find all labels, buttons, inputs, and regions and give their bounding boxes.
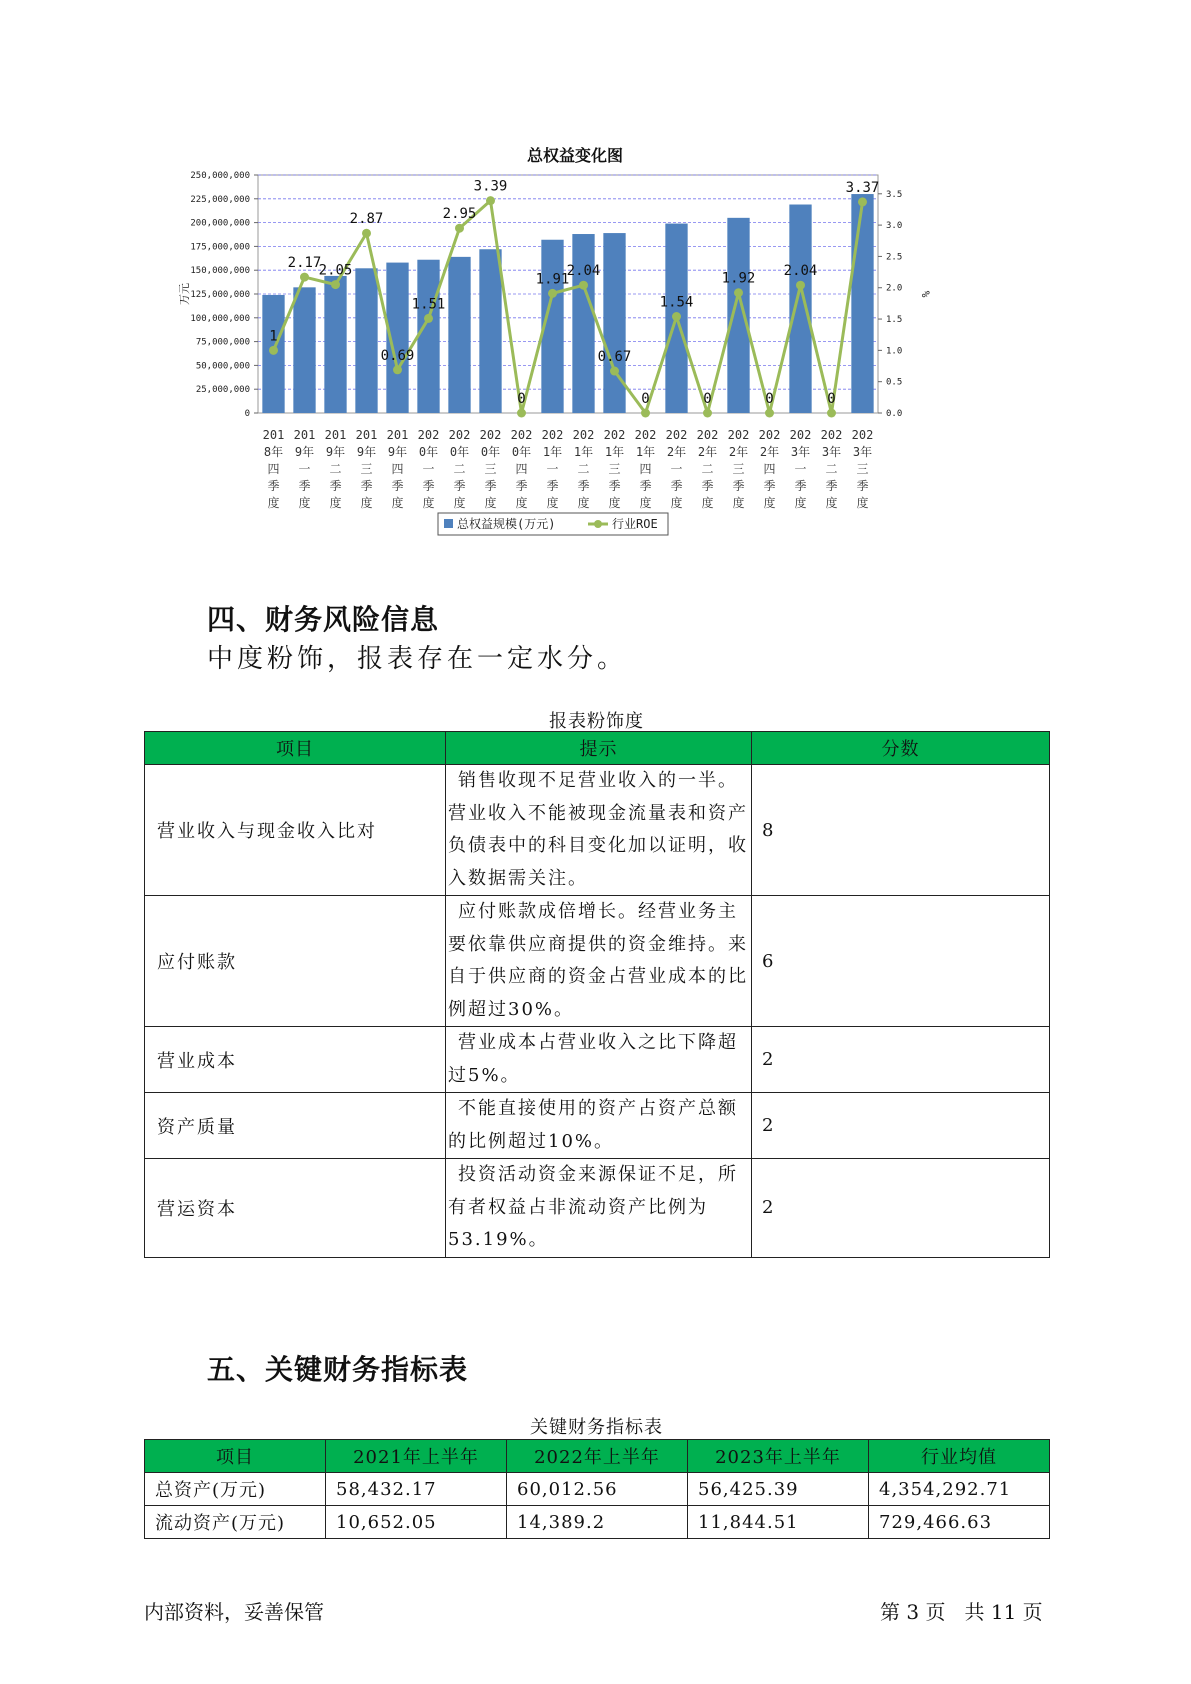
kpi-cell: 4,354,292.71	[869, 1473, 1050, 1506]
kpi-cell: 729,466.63	[869, 1506, 1050, 1539]
y2-axis-label: %	[919, 290, 932, 298]
roe-point	[858, 197, 867, 206]
x-tick-label: 202	[696, 428, 719, 442]
roe-data-label: 2.05	[318, 262, 353, 279]
risk-summary: 中度粉饰，报表存在一定水分。	[207, 644, 628, 674]
x-tick-label: 201	[262, 428, 285, 442]
roe-data-label: 3.37	[845, 179, 880, 196]
x-tick-label: 季	[701, 479, 714, 493]
roe-point	[827, 409, 836, 418]
roe-data-label: 2.17	[287, 255, 322, 272]
roe-point	[393, 365, 402, 374]
x-tick-label: 2年	[759, 445, 780, 459]
x-tick-label: 202	[634, 428, 657, 442]
risk-table	[144, 731, 1050, 1258]
bar	[355, 268, 377, 413]
chart-title: 总权益变化图	[526, 146, 623, 165]
x-tick-label: 三	[360, 462, 373, 476]
x-tick-label: 度	[763, 496, 776, 510]
y2-tick-label: 0.0	[886, 409, 903, 419]
x-tick-label: 度	[484, 496, 497, 510]
roe-data-label: 0.67	[597, 349, 632, 366]
table-row	[145, 1159, 1050, 1258]
risk-score: 6	[752, 896, 1050, 1027]
roe-point	[486, 196, 495, 205]
x-tick-label: 四	[763, 462, 776, 476]
kpi-header-item: 项目	[145, 1440, 326, 1473]
footer-left: 内部资料，妥善保管	[144, 1600, 324, 1624]
risk-score: 2	[752, 1027, 1050, 1093]
kpi-cell: 56,425.39	[688, 1473, 869, 1506]
roe-point	[765, 409, 774, 418]
roe-data-label: 2.95	[442, 206, 477, 223]
y-tick-label: 75,000,000	[195, 337, 250, 348]
risk-score: 2	[752, 1093, 1050, 1159]
risk-item: 营业成本	[145, 1027, 446, 1093]
table-row	[145, 1093, 1050, 1159]
roe-data-label: 0.69	[380, 347, 415, 364]
x-tick-label: 四	[515, 462, 528, 476]
x-tick-label: 四	[391, 462, 404, 476]
y2-tick-label: 0.5	[886, 377, 903, 388]
x-tick-label: 2年	[697, 445, 718, 459]
risk-score: 8	[752, 765, 1050, 896]
x-tick-label: 202	[727, 428, 750, 442]
table-row	[145, 1473, 1050, 1506]
roe-data-label: 2.87	[349, 211, 384, 228]
bar	[293, 287, 315, 413]
x-tick-label: 二	[329, 462, 342, 476]
kpi-cell: 11,844.51	[688, 1506, 869, 1539]
kpi-header-2022: 2022年上半年	[507, 1440, 688, 1473]
kpi-header-2021: 2021年上半年	[326, 1440, 507, 1473]
risk-item: 营运资本	[145, 1159, 446, 1258]
kpi-cell: 总资产(万元)	[145, 1473, 326, 1506]
x-tick-label: 四	[267, 462, 280, 476]
x-tick-label: 度	[856, 496, 869, 510]
x-tick-label: 季	[608, 479, 621, 493]
x-tick-label: 季	[670, 479, 683, 493]
roe-point	[331, 280, 340, 289]
x-tick-label: 202	[479, 428, 502, 442]
x-tick-label: 202	[603, 428, 626, 442]
x-tick-label: 202	[820, 428, 843, 442]
x-tick-label: 季	[639, 479, 652, 493]
roe-data-label: 2.04	[783, 263, 818, 280]
x-tick-label: 9年	[325, 445, 346, 459]
x-tick-label: 季	[763, 479, 776, 493]
risk-score: 2	[752, 1159, 1050, 1258]
x-tick-label: 202	[510, 428, 533, 442]
x-tick-label: 度	[422, 496, 435, 510]
roe-data-label: 0	[703, 391, 712, 407]
roe-point	[517, 409, 526, 418]
x-tick-label: 季	[298, 479, 311, 493]
roe-data-label: 2.04	[566, 263, 601, 280]
roe-data-label: 1.91	[535, 271, 570, 288]
roe-data-label: 0	[641, 391, 650, 407]
bar	[789, 205, 811, 413]
y2-tick-label: 2.5	[886, 252, 903, 263]
x-tick-label: 度	[298, 496, 311, 510]
x-tick-label: 一	[298, 462, 311, 476]
x-tick-label: 度	[360, 496, 373, 510]
footer-page-number: 第 3 页 共 11 页	[880, 1600, 1043, 1624]
x-tick-label: 1年	[573, 445, 594, 459]
x-tick-label: 3年	[790, 445, 811, 459]
x-tick-label: 202	[572, 428, 595, 442]
x-tick-label: 一	[546, 462, 559, 476]
bar	[572, 234, 594, 413]
bar	[479, 249, 501, 413]
section-heading-financial-risk: 四、财务风险信息	[207, 603, 440, 636]
x-tick-label: 一	[670, 462, 683, 476]
roe-data-label: 3.39	[473, 178, 508, 195]
risk-item: 应付账款	[145, 896, 446, 1027]
risk-header-hint: 提示	[446, 732, 752, 765]
x-tick-label: 度	[267, 496, 280, 510]
y-tick-label: 0	[244, 409, 250, 419]
y-tick-label: 150,000,000	[190, 266, 250, 277]
x-tick-label: 8年	[263, 445, 284, 459]
risk-hint: 营业成本占营业收入之比下降超过5%。	[446, 1027, 752, 1093]
kpi-header-2023: 2023年上半年	[688, 1440, 869, 1473]
section-heading-key-indicators: 五、关键财务指标表	[207, 1353, 469, 1386]
x-tick-label: 201	[355, 428, 378, 442]
x-tick-label: 度	[546, 496, 559, 510]
x-tick-label: 二	[453, 462, 466, 476]
x-tick-label: 度	[639, 496, 652, 510]
roe-point	[455, 224, 464, 233]
y-tick-label: 100,000,000	[190, 313, 250, 324]
x-tick-label: 度	[608, 496, 621, 510]
x-tick-label: 3年	[852, 445, 873, 459]
equity-chart	[180, 135, 970, 595]
x-tick-label: 季	[825, 479, 838, 493]
y2-tick-label: 3.5	[886, 189, 903, 200]
x-tick-label: 1年	[635, 445, 656, 459]
risk-table-caption: 报表粉饰度	[549, 711, 644, 732]
x-tick-label: 3年	[821, 445, 842, 459]
chart-svg	[180, 135, 970, 595]
x-tick-label: 二	[825, 462, 838, 476]
x-tick-label: 季	[546, 479, 559, 493]
table-row	[145, 1027, 1050, 1093]
x-tick-label: 202	[448, 428, 471, 442]
roe-point	[703, 409, 712, 418]
x-tick-label: 度	[825, 496, 838, 510]
roe-data-label: 0	[517, 391, 526, 407]
x-tick-label: 202	[541, 428, 564, 442]
y2-tick-label: 2.0	[886, 283, 903, 294]
x-tick-label: 度	[453, 496, 466, 510]
table-row	[145, 896, 1050, 1027]
y2-tick-label: 1.0	[886, 346, 903, 357]
risk-header-score: 分数	[752, 732, 1050, 765]
legend-label-roe: 行业ROE	[612, 517, 658, 531]
x-tick-label: 季	[856, 479, 869, 493]
x-tick-label: 0年	[511, 445, 532, 459]
y-tick-label: 50,000,000	[195, 361, 250, 372]
roe-point	[734, 288, 743, 297]
x-tick-label: 1年	[542, 445, 563, 459]
bar	[417, 260, 439, 413]
y-tick-label: 125,000,000	[190, 290, 250, 300]
y-tick-label: 200,000,000	[190, 218, 250, 229]
roe-point	[610, 367, 619, 376]
risk-hint: 应付账款成倍增长。经营业务主要依靠供应商提供的资金维持。来自于供应商的资金占营业成本的比例超过30%。	[446, 896, 752, 1027]
roe-point	[796, 281, 805, 290]
roe-point	[641, 409, 650, 418]
legend-label-equity: 总权益规模(万元)	[457, 517, 556, 531]
x-tick-label: 201	[324, 428, 347, 442]
x-tick-label: 0年	[449, 445, 470, 459]
y2-tick-label: 3.0	[886, 221, 903, 232]
x-tick-label: 度	[329, 496, 342, 510]
x-tick-label: 9年	[294, 445, 315, 459]
risk-hint: 销售收现不足营业收入的一半。营业收入不能被现金流量表和资产负债表中的科目变化加以证明，收入数据需关注。	[446, 765, 752, 896]
roe-data-label: 1.92	[721, 270, 756, 287]
kpi-table-header-row	[145, 1440, 1050, 1473]
roe-point	[672, 312, 681, 321]
x-tick-label: 三	[856, 462, 869, 476]
x-tick-label: 季	[484, 479, 497, 493]
x-tick-label: 季	[267, 479, 280, 493]
x-tick-label: 度	[794, 496, 807, 510]
x-tick-label: 一	[422, 462, 435, 476]
y-tick-label: 225,000,000	[190, 194, 250, 205]
y-tick-label: 175,000,000	[190, 242, 250, 253]
y-axis-label: 万元	[178, 283, 191, 305]
x-tick-label: 9年	[387, 445, 408, 459]
x-tick-label: 度	[515, 496, 528, 510]
x-tick-label: 202	[789, 428, 812, 442]
x-tick-label: 一	[794, 462, 807, 476]
x-tick-label: 度	[732, 496, 745, 510]
kpi-cell: 流动资产(万元)	[145, 1506, 326, 1539]
x-tick-label: 201	[293, 428, 316, 442]
x-tick-label: 四	[639, 462, 652, 476]
x-tick-label: 度	[701, 496, 714, 510]
roe-point	[300, 273, 309, 282]
table-row	[145, 1506, 1050, 1539]
x-tick-label: 二	[701, 462, 714, 476]
x-tick-label: 季	[577, 479, 590, 493]
x-tick-label: 202	[417, 428, 440, 442]
roe-point	[269, 346, 278, 355]
roe-data-label: 1.51	[411, 296, 446, 313]
x-tick-label: 季	[453, 479, 466, 493]
roe-data-label: 0	[827, 391, 836, 407]
bar	[727, 218, 749, 413]
kpi-cell: 10,652.05	[326, 1506, 507, 1539]
x-tick-label: 202	[665, 428, 688, 442]
bar	[324, 276, 346, 413]
table-row	[145, 765, 1050, 896]
legend-swatch-bar	[444, 519, 453, 528]
x-tick-label: 201	[386, 428, 409, 442]
bar	[603, 233, 625, 413]
risk-item: 资产质量	[145, 1093, 446, 1159]
y-tick-label: 250,000,000	[190, 171, 250, 181]
x-tick-label: 2年	[666, 445, 687, 459]
kpi-header-industry: 行业均值	[869, 1440, 1050, 1473]
bar	[448, 257, 470, 413]
roe-point	[362, 229, 371, 238]
x-tick-label: 2年	[728, 445, 749, 459]
x-tick-label: 季	[732, 479, 745, 493]
x-tick-label: 季	[391, 479, 404, 493]
risk-hint: 投资活动资金来源保证不足，所有者权益占非流动资产比例为53.19%。	[446, 1159, 752, 1258]
x-tick-label: 度	[670, 496, 683, 510]
roe-point	[424, 314, 433, 323]
kpi-table	[144, 1439, 1050, 1539]
risk-table-header-row	[145, 732, 1050, 765]
roe-data-label: 0	[765, 391, 774, 407]
y-tick-label: 25,000,000	[195, 385, 250, 396]
x-tick-label: 二	[577, 462, 590, 476]
risk-hint: 不能直接使用的资产占资产总额的比例超过10%。	[446, 1093, 752, 1159]
x-tick-label: 季	[360, 479, 373, 493]
x-tick-label: 度	[391, 496, 404, 510]
kpi-table-caption: 关键财务指标表	[530, 1417, 663, 1438]
x-tick-label: 三	[608, 462, 621, 476]
roe-data-label: 1	[269, 328, 278, 345]
x-tick-label: 三	[732, 462, 745, 476]
kpi-cell: 58,432.17	[326, 1473, 507, 1506]
roe-point	[548, 289, 557, 298]
x-tick-label: 度	[577, 496, 590, 510]
risk-header-item: 项目	[145, 732, 446, 765]
bar	[851, 194, 873, 413]
roe-data-label: 1.54	[659, 294, 694, 311]
x-tick-label: 0年	[480, 445, 501, 459]
x-tick-label: 0年	[418, 445, 439, 459]
x-tick-label: 季	[329, 479, 342, 493]
kpi-cell: 60,012.56	[507, 1473, 688, 1506]
legend-swatch-marker	[594, 520, 602, 528]
risk-item: 营业收入与现金收入比对	[145, 765, 446, 896]
x-tick-label: 202	[758, 428, 781, 442]
x-tick-label: 1年	[604, 445, 625, 459]
x-tick-label: 9年	[356, 445, 377, 459]
x-tick-label: 季	[515, 479, 528, 493]
x-tick-label: 季	[794, 479, 807, 493]
x-tick-label: 202	[851, 428, 874, 442]
x-tick-label: 季	[422, 479, 435, 493]
x-tick-label: 三	[484, 462, 497, 476]
roe-point	[579, 281, 588, 290]
kpi-cell: 14,389.2	[507, 1506, 688, 1539]
y2-tick-label: 1.5	[886, 315, 903, 326]
